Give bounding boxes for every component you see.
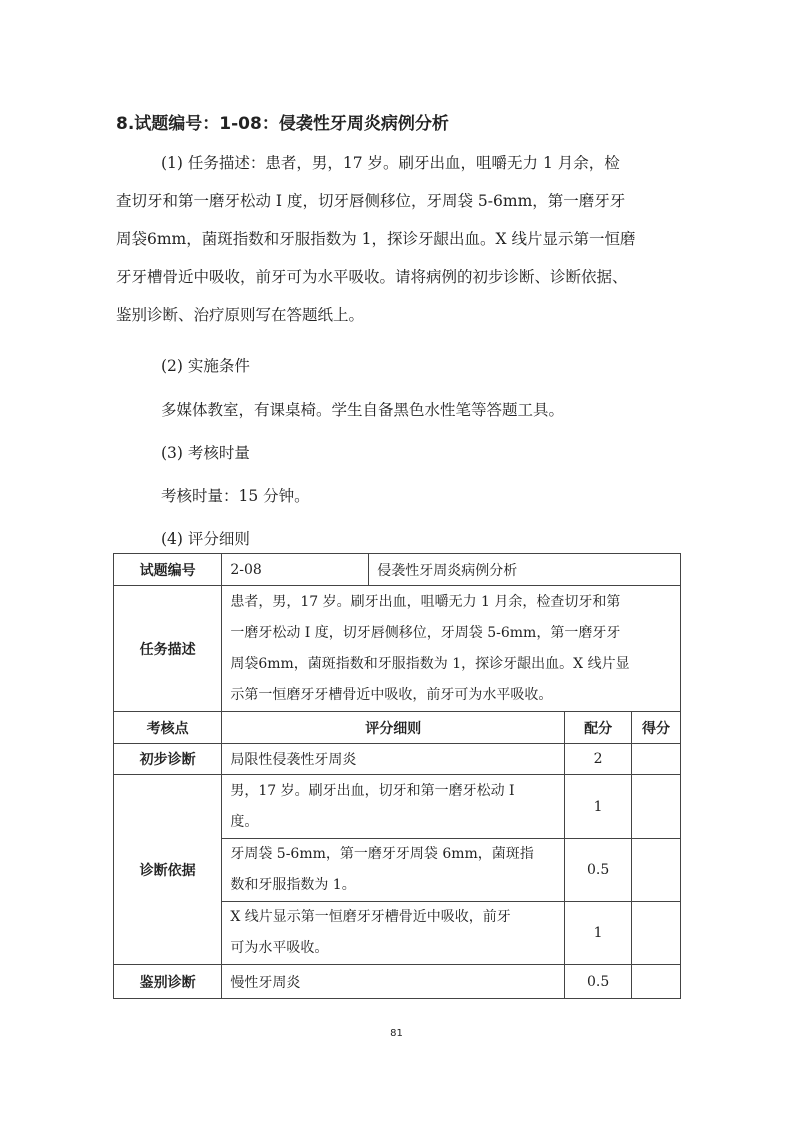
row-point: 初步诊断 [114,744,222,775]
header-point: 考核点 [114,712,222,744]
row-got [632,744,681,775]
id-label: 试题编号 [114,554,222,586]
detail-line: 牙周袋 5-6mm，第一磨牙牙周袋 6mm，菌斑指 [230,846,534,862]
task-desc-line: 一磨牙松动 I 度，切牙唇侧移位，牙周袋 5-6mm，第一磨牙牙 [230,624,621,641]
task-line: 鉴别诊断、治疗原则写在答题纸上。 [116,306,365,324]
row-point: 鉴别诊断 [114,965,222,999]
scoring-table [113,553,681,999]
row-score: 1 [565,775,632,839]
task-line: 牙牙槽骨近中吸收，前牙可为水平吸收。请将病例的初步诊断、诊断依据、 [116,268,628,286]
task-desc-line: 示第一恒磨牙牙槽骨近中吸收，前牙可为水平吸收。 [230,686,553,703]
detail-line: 男，17 岁。刷牙出血，切牙和第一磨牙松动 I [230,782,515,799]
section-heading: (4) 评分细则 [161,530,250,548]
id-value: 2-08 [222,554,369,586]
row-score: 0.5 [565,965,632,999]
row-detail [222,839,565,902]
task-line: 周袋6mm，菌斑指数和牙服指数为 1，探诊牙龈出血。X 线片显示第一恒磨 [116,230,636,248]
row-detail: 慢性牙周炎 [222,965,565,999]
row-got [632,902,681,965]
detail-line: 数和牙服指数为 1。 [230,877,356,893]
task-desc-line: 患者，男，17 岁。刷牙出血，咀嚼无力 1 月余，检查切牙和第 [230,593,621,610]
row-detail [222,902,565,965]
task-label: 任务描述 [114,586,222,712]
row-point: 诊断依据 [114,775,222,965]
section-text: 考核时量：15 分钟。 [161,487,310,505]
task-line: (1) 任务描述：患者，男，17 岁。刷牙出血，咀嚼无力 1 月余，检 [161,154,620,172]
question-title: 8.试题编号：1-08：侵袭性牙周炎病例分析 [116,114,449,134]
row-detail [222,775,565,839]
header-detail: 评分细则 [222,712,565,744]
row-got [632,839,681,902]
detail-line: 度。 [230,813,259,830]
row-got [632,965,681,999]
row-got [632,775,681,839]
page-number: 81 [390,1028,403,1039]
row-score: 1 [565,902,632,965]
task-description [222,586,681,712]
section-heading: (3) 考核时量 [161,444,250,462]
id-name: 侵袭性牙周炎病例分析 [369,554,681,586]
section-heading: (2) 实施条件 [161,357,250,375]
row-score: 2 [565,744,632,775]
detail-line: X 线片显示第一恒磨牙牙槽骨近中吸收，前牙 [230,909,511,925]
table-row [114,744,681,775]
section-text: 多媒体教室，有课桌椅。学生自备黑色水性笔等答题工具。 [161,401,565,419]
task-line: 查切牙和第一磨牙松动 I 度，切牙唇侧移位，牙周袋 5-6mm，第一磨牙牙 [116,192,626,210]
detail-line: 可为水平吸收。 [230,940,329,956]
row-score: 0.5 [565,839,632,902]
header-score: 配分 [565,712,632,744]
row-detail: 局限性侵袭性牙周炎 [222,744,565,775]
header-got: 得分 [632,712,681,744]
table-row [114,965,681,999]
task-desc-line: 周袋6mm，菌斑指数和牙服指数为 1，探诊牙龈出血。X 线片显 [230,655,630,672]
table-row [114,775,681,839]
